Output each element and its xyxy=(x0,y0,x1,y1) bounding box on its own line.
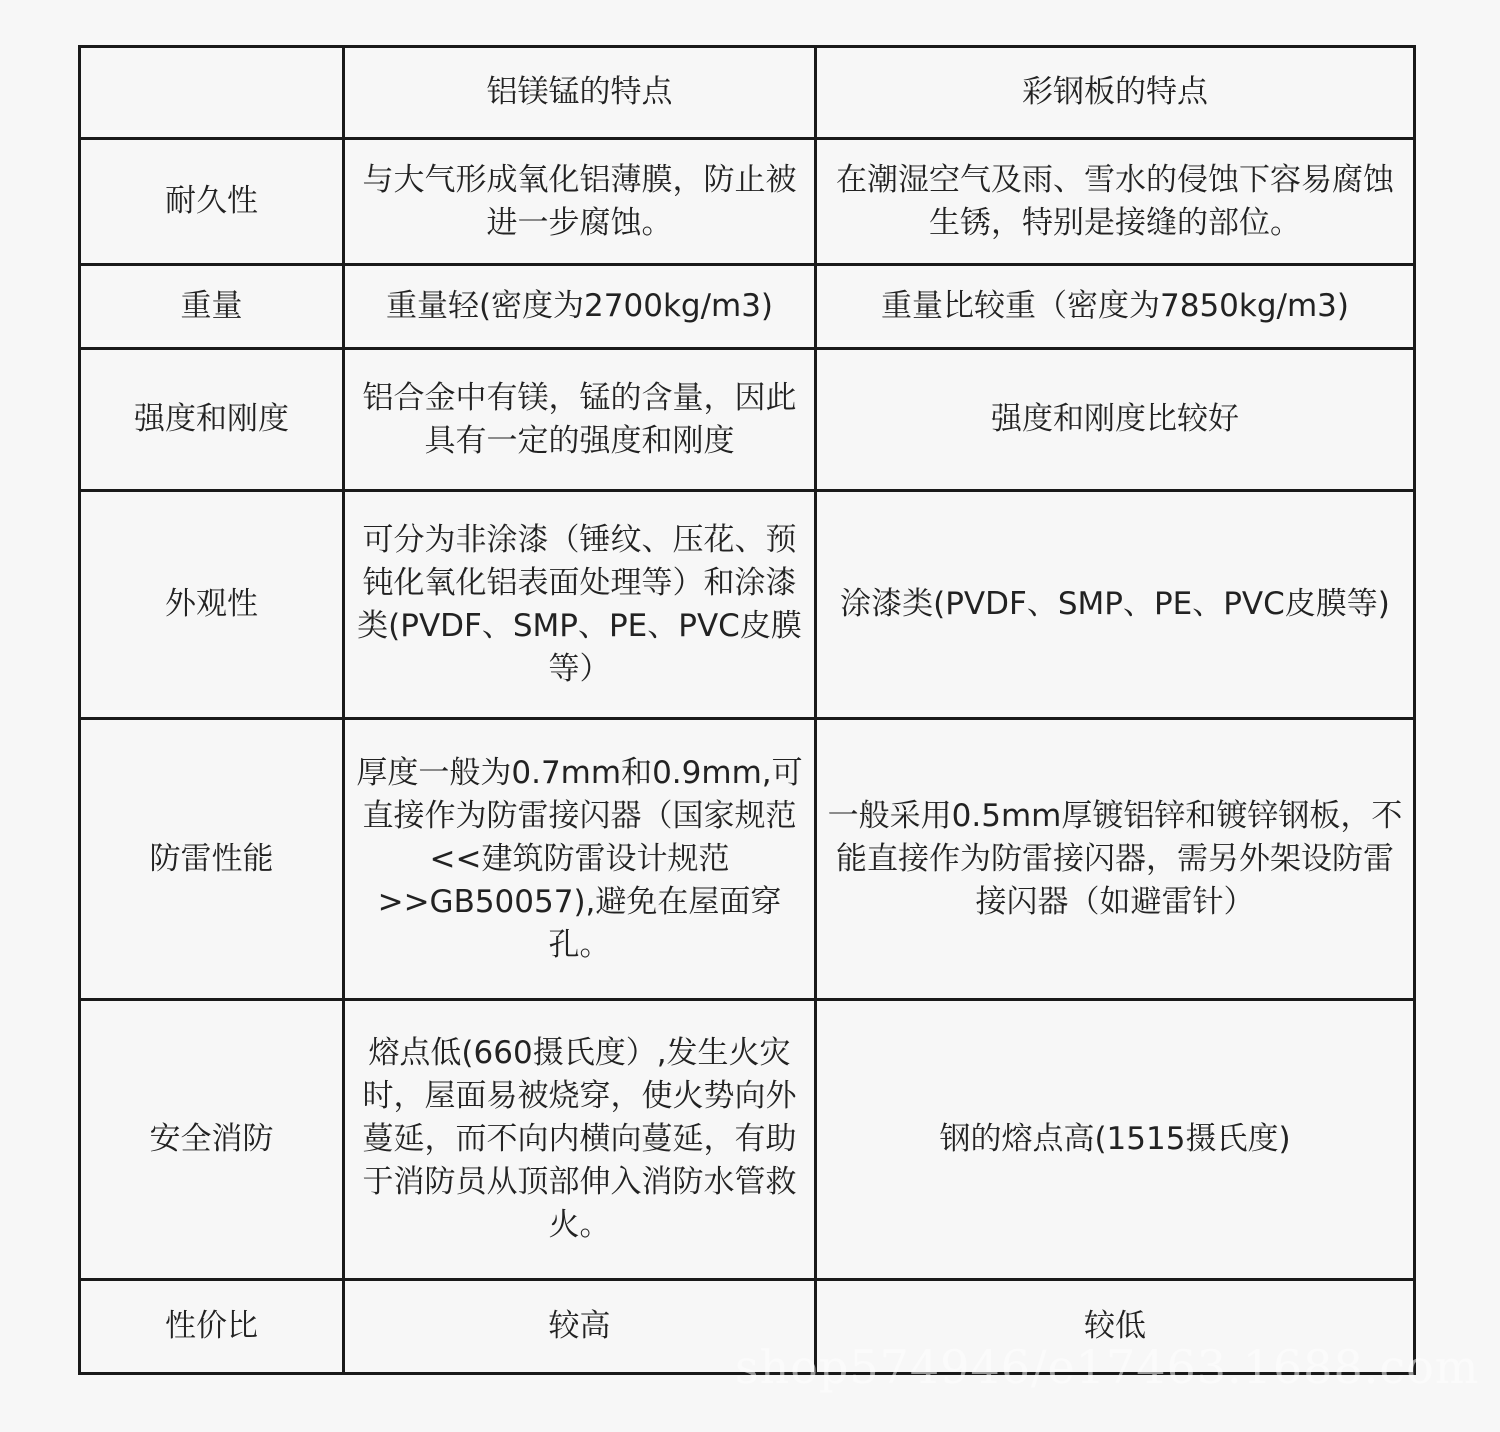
row-label-weight: 重量 xyxy=(80,265,344,349)
cell-durability-steel: 在潮湿空气及雨、雪水的侵蚀下容易腐蚀生锈，特别是接缝的部位。 xyxy=(816,139,1415,265)
row-label-strength: 强度和刚度 xyxy=(80,349,344,491)
table-row xyxy=(80,491,1415,719)
cell-appearance-steel: 涂漆类(PVDF、SMP、PE、PVC皮膜等) xyxy=(816,491,1415,719)
row-label-durability: 耐久性 xyxy=(80,139,344,265)
cell-strength-steel: 强度和刚度比较好 xyxy=(816,349,1415,491)
header-blank-cell xyxy=(80,47,344,139)
cell-fire-safety-steel: 钢的熔点高(1515摄氏度) xyxy=(816,1000,1415,1280)
row-label-cost-performance: 性价比 xyxy=(80,1280,344,1374)
cell-weight-almgmn: 重量轻(密度为2700kg/m3) xyxy=(344,265,816,349)
row-label-fire-safety: 安全消防 xyxy=(80,1000,344,1280)
header-row xyxy=(80,47,1415,139)
table-row xyxy=(80,1000,1415,1280)
table-row xyxy=(80,349,1415,491)
row-label-appearance: 外观性 xyxy=(80,491,344,719)
comparison-table xyxy=(78,45,1416,1375)
cell-cost-performance-steel: 较低 xyxy=(816,1280,1415,1374)
row-label-lightning: 防雷性能 xyxy=(80,719,344,1000)
cell-durability-almgmn: 与大气形成氧化铝薄膜，防止被进一步腐蚀。 xyxy=(344,139,816,265)
watermark-text: shop574946/e17463.1688.com xyxy=(735,1340,1480,1394)
header-color-steel-plate: 彩钢板的特点 xyxy=(816,47,1415,139)
cell-strength-almgmn: 铝合金中有镁，锰的含量，因此具有一定的强度和刚度 xyxy=(344,349,816,491)
cell-appearance-almgmn: 可分为非涂漆（锤纹、压花、预钝化氧化铝表面处理等）和涂漆类(PVDF、SMP、PE、PVC皮膜等） xyxy=(344,491,816,719)
table-row xyxy=(80,139,1415,265)
table-row xyxy=(80,719,1415,1000)
cell-cost-performance-almgmn: 较高 xyxy=(344,1280,816,1374)
table-row xyxy=(80,265,1415,349)
cell-lightning-steel: 一般采用0.5mm厚镀铝锌和镀锌钢板，不能直接作为防雷接闪器，需另外架设防雷接闪器（如避雷针） xyxy=(816,719,1415,1000)
header-aluminum-magnesium-manganese: 铝镁锰的特点 xyxy=(344,47,816,139)
cell-lightning-almgmn: 厚度一般为0.7mm和0.9mm,可直接作为防雷接闪器（国家规范<<建筑防雷设计规范>>GB50057),避免在屋面穿孔。 xyxy=(344,719,816,1000)
cell-fire-safety-almgmn: 熔点低(660摄氏度）,发生火灾时，屋面易被烧穿，使火势向外蔓延，而不向内横向蔓延，有助于消防员从顶部伸入消防水管救火。 xyxy=(344,1000,816,1280)
cell-weight-steel: 重量比较重（密度为7850kg/m3) xyxy=(816,265,1415,349)
